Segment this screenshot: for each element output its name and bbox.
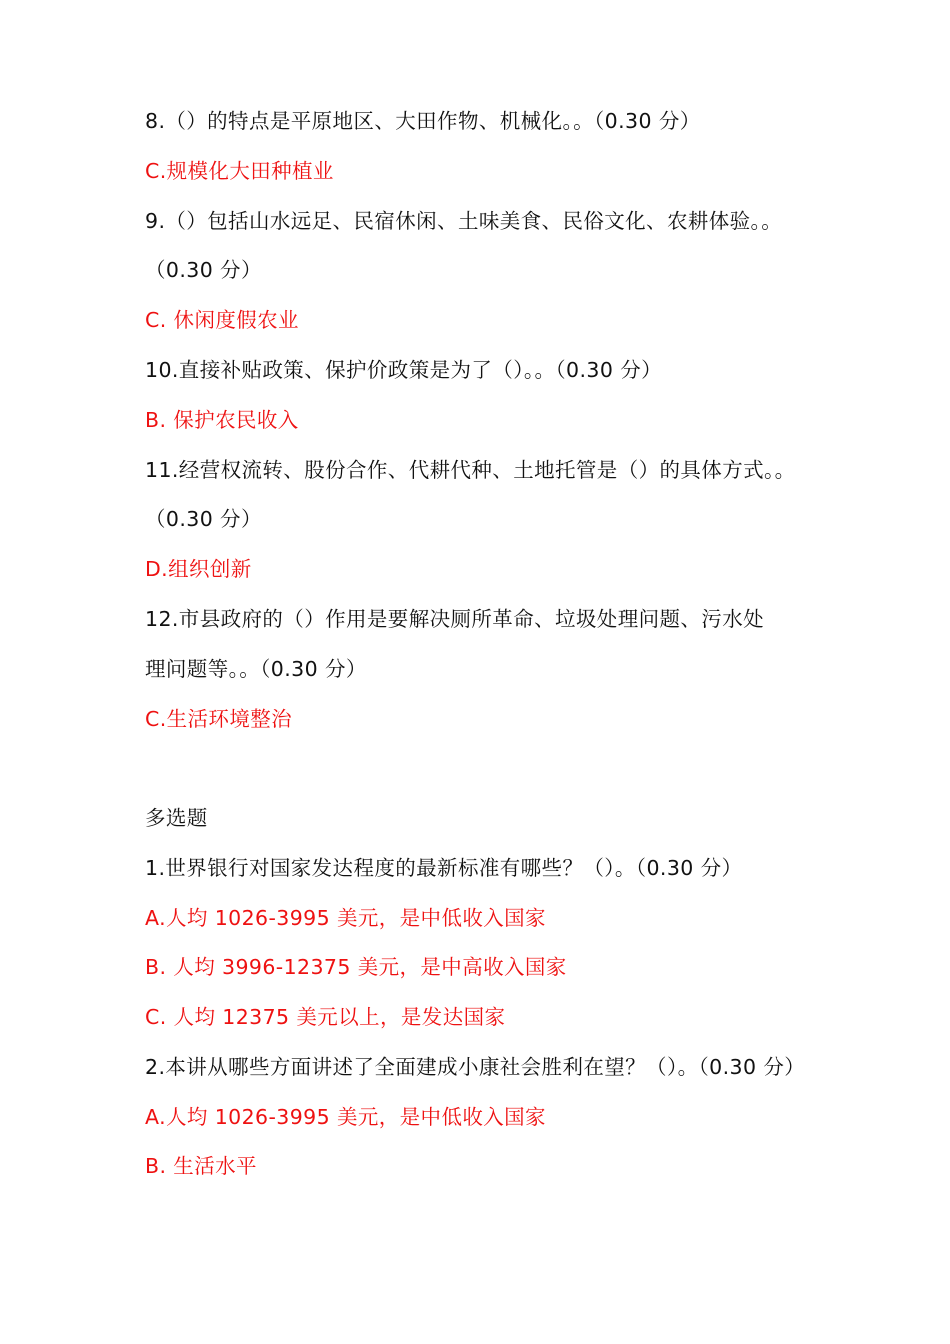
question-12-continued: 理问题等。。（0.30 分） (145, 657, 367, 681)
multi-answer-2b-text: B. 生活水平 (145, 1154, 257, 1178)
multi-question-1-text: 1.世界银行对国家发达程度的最新标准有哪些？（）。（0.30 分） (145, 856, 743, 880)
question-11-score: （0.30 分） (145, 507, 262, 531)
answer-12-text: C.生活环境整治 (145, 707, 293, 731)
question-12-text: 12.市县政府的（）作用是要解决厕所革命、垃圾处理问题、污水处 (145, 607, 764, 631)
question-9-text: 9.（）包括山水远足、民宿休闲、土味美食、民俗文化、农耕体验。。 (145, 209, 783, 233)
multi-answer-1a-text: A.人均 1026-3995 美元，是中低收入国家 (145, 906, 546, 930)
question-11-text: 11.经营权流转、股份合作、代耕代种、土地托管是（）的具体方式。。 (145, 458, 796, 482)
multi-answer-2a-text: A.人均 1026-3995 美元，是中低收入国家 (145, 1105, 546, 1129)
multi-answer-1c-text: C. 人均 12375 美元以上，是发达国家 (145, 1005, 506, 1029)
multi-choice-section-heading: 多选题 (145, 806, 208, 830)
answer-8-text: C.规模化大田种植业 (145, 159, 334, 183)
multi-question-2-text: 2.本讲从哪些方面讲述了全面建成小康社会胜利在望？（）。（0.30 分） (145, 1055, 806, 1079)
question-9-score: （0.30 分） (145, 258, 262, 282)
question-10-text: 10.直接补贴政策、保护价政策是为了（）。。（0.30 分） (145, 358, 663, 382)
question-8-text: 8.（）的特点是平原地区、大田作物、机械化。。（0.30 分） (145, 109, 701, 133)
answer-11-text: D.组织创新 (145, 557, 252, 581)
answer-9-text: C. 休闲度假农业 (145, 308, 299, 332)
multi-answer-1b-text: B. 人均 3996-12375 美元，是中高收入国家 (145, 955, 567, 979)
answer-10-text: B. 保护农民收入 (145, 408, 299, 432)
